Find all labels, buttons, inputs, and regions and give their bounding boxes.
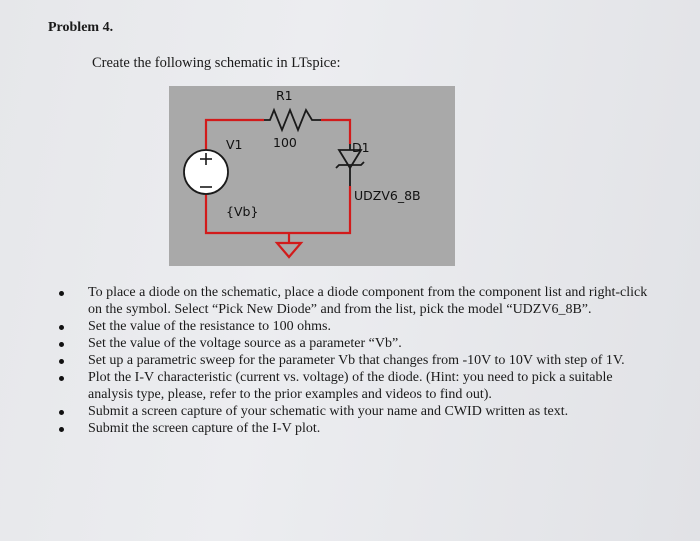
wire-top-right [321, 120, 350, 144]
instruction-item: Set up a parametric sweep for the parameter Vb that changes from -10V to 10V with step of 1V. [56, 352, 656, 369]
resistor-name-label: R1 [276, 88, 293, 103]
source-name-label: V1 [226, 137, 243, 152]
source-value-label: {Vb} [226, 204, 259, 219]
bullet-dot [59, 376, 64, 381]
bullet-dot [59, 325, 64, 330]
bullet-dot [59, 291, 64, 296]
wire-bottom-right [289, 186, 350, 233]
instruction-item: Set the value of the resistance to 100 ohms. [56, 318, 656, 335]
resistor-value-label: 100 [273, 135, 297, 150]
problem-title: Problem 4. [48, 20, 114, 35]
diode-name-label: D1 [352, 140, 370, 155]
ground-symbol [277, 243, 301, 257]
instruction-list [56, 284, 656, 437]
diode-model-label: UDZV6_8B [354, 188, 421, 203]
bullet-dot [59, 427, 64, 432]
bullet-dot [59, 410, 64, 415]
instruction-item: Submit a screen capture of your schematic with your name and CWID written as text. [56, 403, 656, 420]
voltage-source-symbol [184, 150, 228, 194]
instruction-item: Set the value of the voltage source as a parameter “Vb”. [56, 335, 656, 352]
problem-intro: Create the following schematic in LTspice: [92, 55, 341, 71]
ltspice-schematic [169, 86, 455, 266]
bullet-dot [59, 342, 64, 347]
resistor-symbol [264, 110, 321, 130]
instruction-item: To place a diode on the schematic, place a diode component from the component list and right-click on the symbol. Select “Pick New Diode” and from the list, pick the model “UDZV6_8B”. [56, 284, 656, 318]
instruction-item: Plot the I-V characteristic (current vs. voltage) of the diode. (Hint: you need to pick a suitable analysis type, please, refer to the prior examples and videos to find out). [56, 369, 656, 403]
bullet-dot [59, 359, 64, 364]
schematic-drawing [169, 86, 455, 266]
instruction-item: Submit the screen capture of the I-V plot. [56, 420, 656, 437]
